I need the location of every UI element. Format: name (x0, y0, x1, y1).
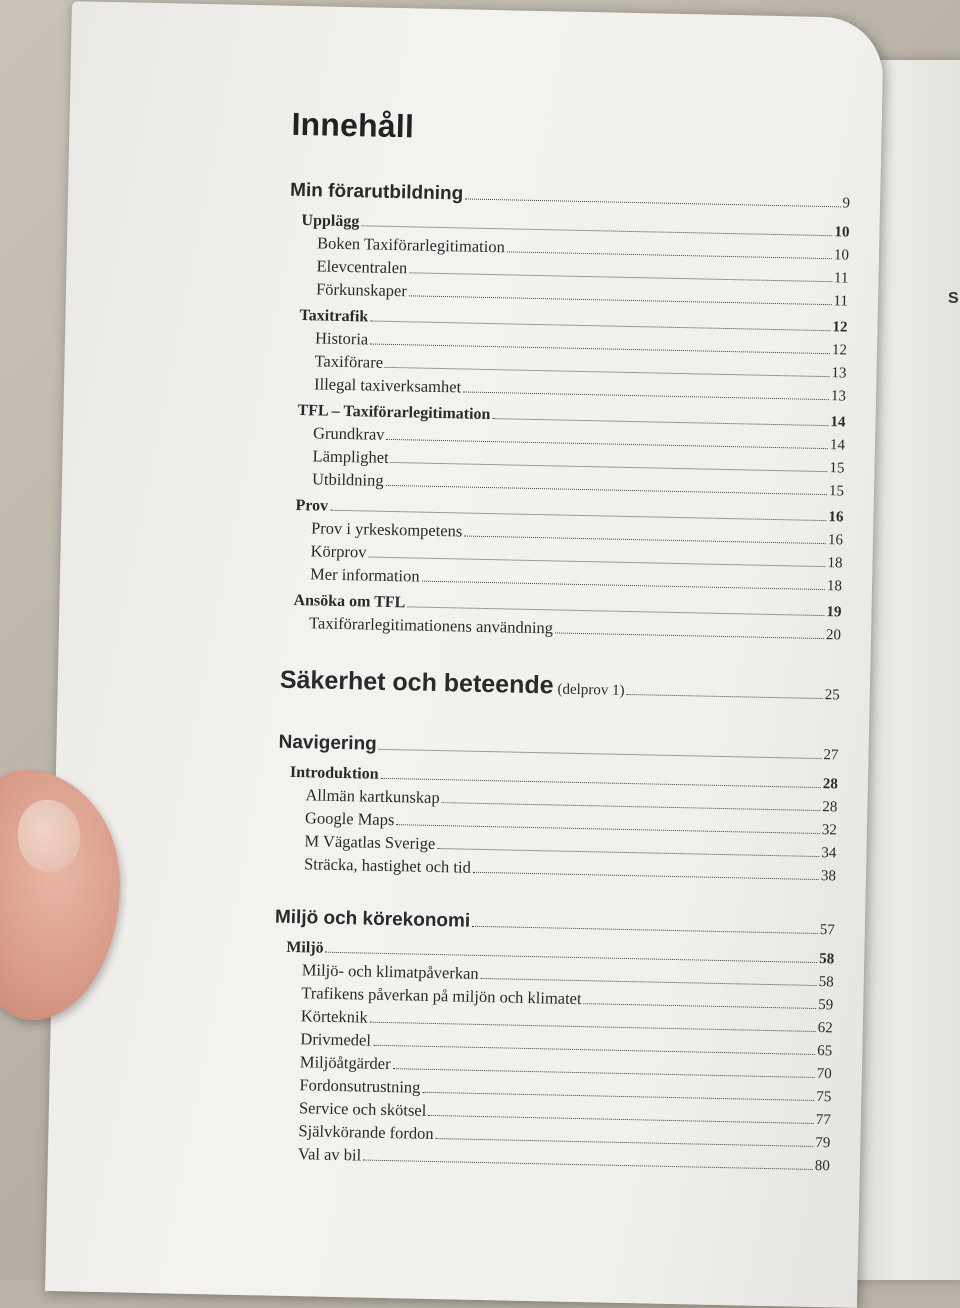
subsection-entry-label: Självkörande fordon (298, 1121, 434, 1144)
toc-group (288, 210, 850, 313)
leader-dots (464, 536, 826, 545)
toc-group (284, 400, 846, 503)
subsection-entry-page-number: 38 (820, 868, 837, 885)
toc-group (281, 590, 842, 647)
chapter-entry-page-number: 57 (819, 922, 835, 939)
subsection-entry-page-number: 11 (833, 270, 849, 287)
leader-dots (379, 749, 822, 759)
part-entry-label: Säkerhet och beteende (279, 665, 554, 700)
subsection-entry-page-number: 62 (817, 1020, 833, 1037)
leader-dots (492, 418, 828, 426)
chapter-entry-page-number: 27 (823, 747, 839, 764)
subsection-entry-page-number: 15 (828, 483, 845, 500)
subsection-entry-page-number: 80 (814, 1158, 831, 1175)
thumbnail (18, 800, 80, 872)
leader-dots (363, 1160, 813, 1170)
subsection-entry-page-number: 18 (826, 578, 843, 595)
toc-group (276, 762, 838, 888)
toc-section (279, 663, 840, 713)
subsection-entry-page-number: 10 (833, 247, 850, 264)
subsection-entry-label: Fordonsutrustning (299, 1075, 421, 1097)
subsection-entry-label: Taxiförare (314, 351, 384, 372)
leader-dots (463, 391, 829, 400)
subsection-entry-label: Taxiförarlegitimationens användning (308, 613, 554, 638)
leader-dots (422, 581, 825, 590)
toc-section (281, 177, 850, 647)
leader-dots (409, 295, 832, 305)
leader-dots (507, 251, 832, 259)
subsection-entry-page-number: 18 (827, 555, 843, 572)
subsection-entry-page-number: 70 (816, 1066, 832, 1083)
subsection-entry-label: Allmän kartkunskap (305, 785, 440, 808)
subsection-entry-label: Körteknik (300, 1006, 368, 1027)
toc-group (286, 305, 848, 408)
subsection-entry-label: Körprov (310, 541, 367, 562)
section-entry-page-number: 28 (822, 776, 839, 793)
leader-dots (428, 1115, 814, 1124)
subsection-entry-page-number: 34 (821, 845, 837, 862)
chapter-entry-label: Miljö och körekonomi (274, 906, 471, 932)
subsection-entry-label: Drivmedel (300, 1029, 372, 1050)
section-entry-page-number: 16 (828, 509, 844, 526)
leader-dots (481, 978, 817, 986)
leader-dots (555, 632, 824, 639)
toc-section (270, 904, 835, 1178)
leader-dots (626, 694, 822, 699)
subsection-entry-page-number: 13 (831, 365, 847, 382)
subsection-entry-label: Trafikens påverkan på miljön och klimatet (301, 983, 582, 1009)
section-entry-label: Upplägg (301, 212, 360, 231)
toc-group (270, 937, 835, 1178)
section-entry-label: TFL – Taxiförarlegitimation (297, 402, 491, 424)
leader-dots (422, 1092, 814, 1101)
subsection-entry-page-number: 13 (830, 388, 847, 405)
subsection-entry-page-number: 14 (829, 437, 846, 454)
leader-dots (473, 872, 819, 880)
part-entry (279, 663, 840, 713)
subsection-entry-page-number: 16 (827, 532, 844, 549)
subsection-entry-label: Service och skötsel (298, 1098, 427, 1120)
section-entry-page-number: 10 (834, 224, 850, 241)
section-entry-page-number: 14 (830, 414, 846, 431)
subsection-entry-page-number: 79 (815, 1135, 831, 1152)
section-entry-label: Prov (295, 496, 329, 515)
subsection-entry-page-number: 20 (825, 627, 842, 644)
subsection-entry-label: Illegal taxiverksamhet (313, 374, 462, 397)
subsection-entry-page-number: 15 (829, 460, 845, 477)
leader-dots (386, 485, 827, 495)
section-entry-label: Ansöka om TFL (293, 591, 406, 612)
leader-dots (465, 198, 840, 207)
toc-group (282, 495, 844, 598)
subsection-entry-label: Elevcentralen (316, 256, 408, 278)
part-entry-note: (delprov 1) (557, 681, 625, 699)
subsection-entry-label: Utbildning (311, 469, 384, 490)
subsection-entry-label: Prov i yrkeskompetens (310, 518, 463, 541)
leader-dots (442, 802, 821, 811)
subsection-entry-label: M Vägatlas Sverige (304, 831, 436, 853)
leader-dots (437, 848, 819, 857)
table-of-contents (269, 106, 852, 1205)
section-entry-page-number: 12 (832, 319, 848, 336)
book-page (45, 1, 884, 1308)
subsection-entry-label: Grundkrav (312, 423, 385, 444)
subsection-entry-page-number: 65 (817, 1043, 833, 1060)
chapter-entry-page-number: 9 (842, 195, 851, 212)
subsection-entry-page-number: 58 (818, 974, 834, 991)
subsection-entry-page-number: 12 (831, 342, 848, 359)
part-entry-page-number: 25 (824, 687, 840, 704)
leader-dots (583, 1003, 816, 1009)
subsection-entry-label: Historia (314, 328, 369, 349)
subsection-entry-label: Miljö- och klimatpåverkan (301, 960, 479, 983)
section-entry-page-number: 58 (819, 951, 835, 968)
leader-dots (436, 1138, 814, 1147)
subsection-entry-label: Lämplighet (312, 446, 389, 467)
section-entry-label: Taxitrafik (299, 307, 369, 326)
facing-page-letter: S (948, 290, 959, 307)
subsection-entry-label: Val av bil (297, 1144, 362, 1165)
toc-title: Innehåll (291, 105, 415, 145)
subsection-entry-page-number: 59 (818, 997, 834, 1014)
section-entry-label: Miljö (286, 938, 324, 957)
subsection-entry-label: Förkunskaper (315, 279, 408, 301)
subsection-entry-page-number: 28 (822, 799, 838, 816)
subsection-entry-page-number: 11 (833, 293, 849, 310)
subsection-entry-page-number: 77 (815, 1112, 831, 1129)
section-entry-page-number: 19 (826, 604, 842, 621)
leader-dots (472, 926, 818, 934)
subsection-entry-label: Sträcka, hastighet och tid (303, 854, 472, 877)
subsection-entry-label: Mer information (309, 564, 420, 586)
section-entry-label: Introduktion (289, 763, 379, 783)
subsection-entry-page-number: 32 (821, 822, 838, 839)
subsection-entry-label: Boken Taxiförarlegitimation (316, 233, 506, 257)
chapter-entry-label: Navigering (278, 731, 377, 755)
subsection-entry-page-number: 75 (816, 1089, 832, 1106)
subsection-entry-label: Miljöåtgärder (299, 1052, 391, 1074)
leader-dots (407, 606, 824, 616)
chapter-entry-label: Min förarutbildning (289, 179, 464, 205)
toc-section (276, 729, 839, 888)
subsection-entry-label: Google Maps (304, 808, 395, 830)
